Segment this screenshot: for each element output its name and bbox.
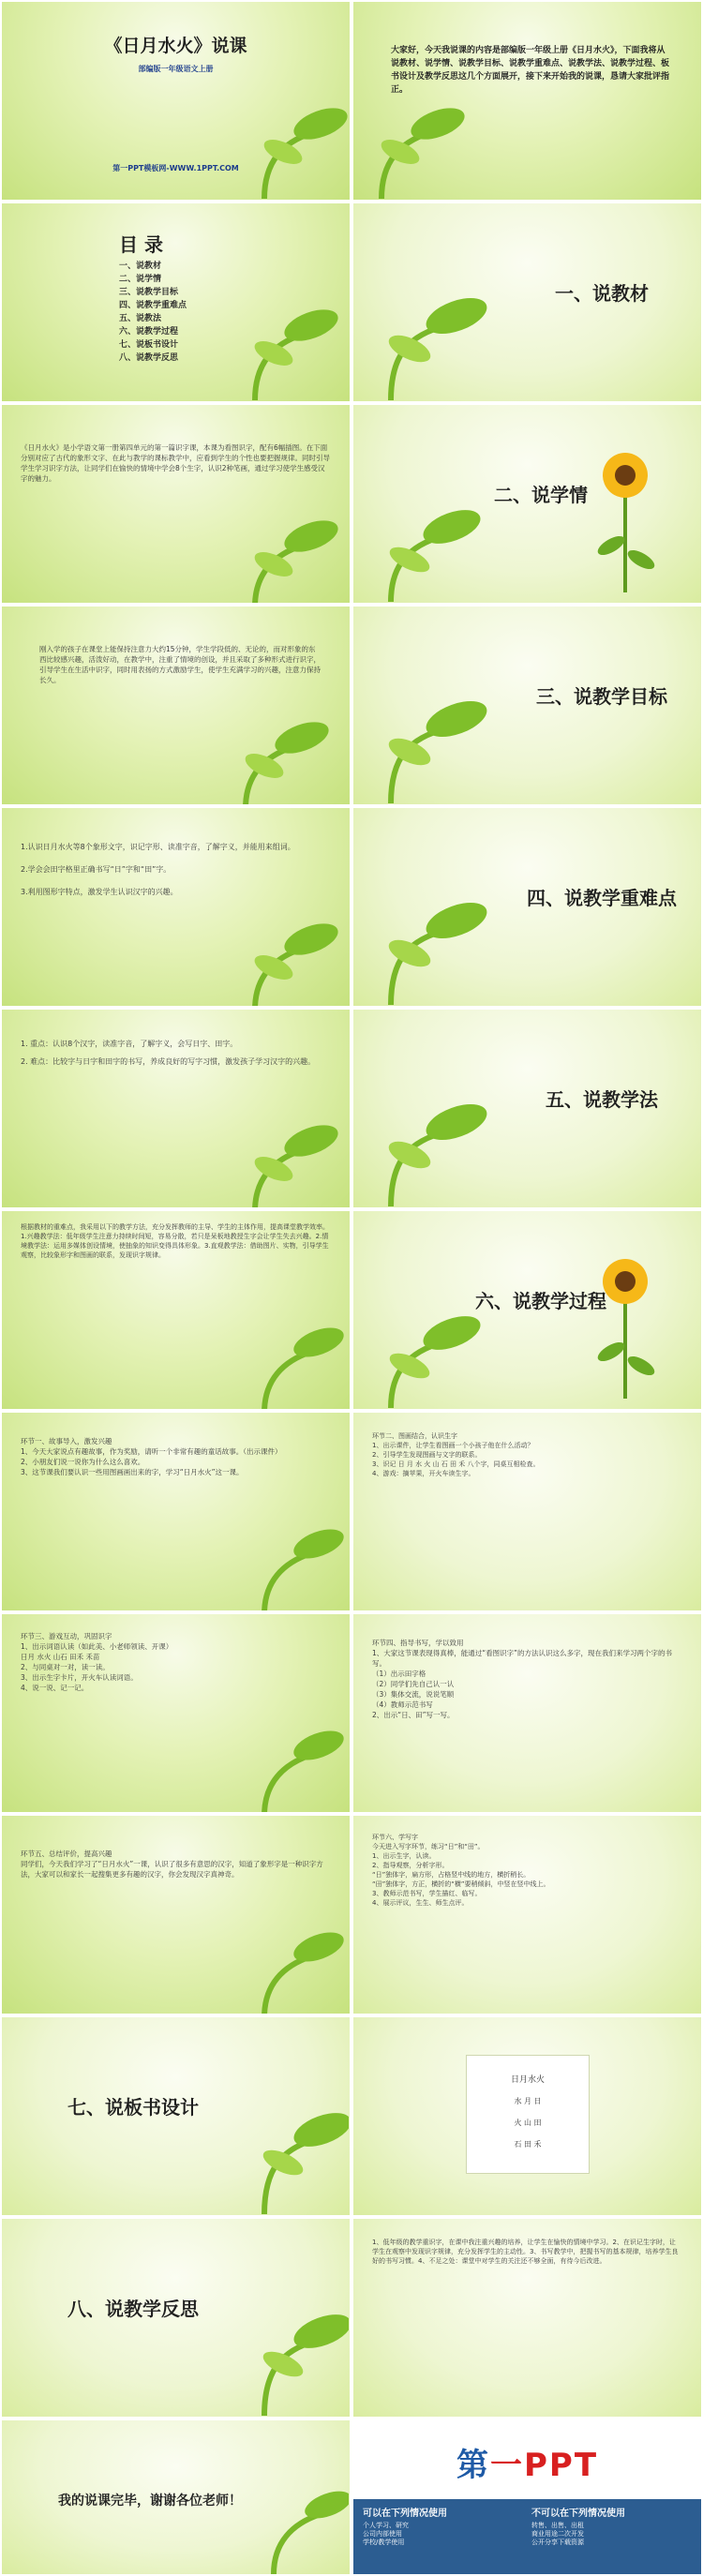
sprout-icon bbox=[208, 58, 349, 199]
slide-10-section[interactable] bbox=[353, 808, 701, 1006]
logo-rest: 一PPT bbox=[489, 2447, 599, 2484]
sprout-icon bbox=[353, 58, 485, 199]
toc-item[interactable]: 二、说学情 bbox=[119, 275, 162, 284]
allowed-item: 公司内部使用 bbox=[363, 2530, 402, 2538]
section-title: 三、说教学目标 bbox=[536, 685, 667, 708]
slide-body: 根据教材的重难点，我采用以下的教学方法，充分发挥教师的主导、学生的主体作用，提高课堂教学效率。1.兴趣教学法：低年级学生注意力持续时间短，容易分散，若只是呆板地教授生字会让学生失去兴趣。2.情境教学法：运用多媒体创设情境，使抽象的知识变得具体形象。3.直观教学法：借助图片、实物，引导学生观察，比较象形字和图画的联系，发现识字规律。 bbox=[21, 1223, 329, 1259]
slide-body: 刚入学的孩子在课堂上能保持注意力大约15分钟，学生学段低的、无论的，而对形象的东西比较感兴趣，活泼好动，在教学中，注重了情境的创设，并且采取了多种形式进行识字，引导学生在生活中识字，同时用表扬的方式激励学生，使学生充满学习的兴趣，注意力保持长久。 bbox=[39, 645, 321, 684]
license-band bbox=[353, 2499, 701, 2574]
slide-16-step2[interactable] bbox=[353, 1413, 701, 1610]
forbidden-title: 不可以在下列情况使用 bbox=[531, 2509, 625, 2519]
key-line: 1. 重点：认识8个汉字，读准字音，了解字义，会写日字、田字。 bbox=[21, 1040, 238, 1048]
slide-body: 大家好，今天我说课的内容是部编版一年级上册《日月水火》，下面我将从说教材、说学情、说教学目标、说教学重难点、说教学法、说教学过程、板书设计及教学反思这几个方面展开，接下来开始我的说课，恳请大家批评指正。 bbox=[391, 46, 670, 95]
slide-body: 环节六、学写字 今天进入写字环节，练习“日”和“田”。 1、出示生字，认读。 2、指导观察，分析字形。 “日”独体字，扁方形，占格竖中线的地方，横折稍长。 “田”独体字，方正，横折的“横”要稍倾斜，中竖在竖中线上。 3、教师示范书写，学生描红、临写。 4、展示评议，生生、师生点评。 bbox=[372, 1834, 550, 1907]
section-title: 一、说教材 bbox=[555, 282, 649, 305]
board-heading: 日月水火 bbox=[510, 2075, 545, 2085]
forbidden-column bbox=[531, 2505, 696, 2547]
toc-item[interactable]: 八、说教学反思 bbox=[119, 353, 179, 363]
board-design bbox=[466, 2055, 590, 2174]
toc-title: 目 录 bbox=[119, 233, 163, 256]
slide-4-section[interactable] bbox=[353, 203, 701, 401]
sunflower-icon bbox=[583, 1249, 667, 1399]
allowed-item: 个人学习、研究 bbox=[363, 2522, 409, 2529]
toc-item[interactable]: 七、说板书设计 bbox=[119, 340, 179, 350]
sprout-icon bbox=[208, 874, 349, 1006]
slide-body: 环节二、图画结合，认识生字 1、出示课件，让学生看图画一个小孩子他在什么活动？ 2、引导学生发现图画与文字的联系。 3、识记 日 月 水 火 山 石 田 禾 八个字，同桌互相检查。 4、游戏：摘苹果，开火车读生字。 bbox=[372, 1432, 540, 1477]
closing-text: 我的说课完毕，谢谢各位老师！ bbox=[58, 2494, 242, 2509]
board-row: 火 山 田 bbox=[514, 2119, 542, 2127]
sprout-icon bbox=[353, 846, 503, 1005]
slide-9-goals[interactable] bbox=[2, 808, 350, 1006]
sprout-icon bbox=[353, 644, 503, 803]
forbidden-item: 公开分享下载资源 bbox=[531, 2539, 584, 2546]
slide-body: 1、低年级的教学重识字，在课中我注重兴趣的培养，让学生在愉快的情境中学习。2、在识记生字时，让学生在观察中发现识字规律，充分发挥学生的主动性。3、书写教学中，把握书写的基本规律，培养学生良好的书写习惯。4、不足之处：课堂中对学生的关注还不够全面，有待今后改进。 bbox=[372, 2239, 679, 2265]
toc-item[interactable]: 三、说教学目标 bbox=[119, 288, 179, 297]
toc-list bbox=[119, 260, 187, 365]
slide-19-step5[interactable] bbox=[2, 1816, 350, 2014]
toc-item[interactable]: 四、说教学重难点 bbox=[119, 301, 187, 310]
sprout-icon bbox=[208, 260, 349, 400]
toc-item[interactable]: 一、说教材 bbox=[119, 262, 162, 271]
sprout-icon bbox=[208, 471, 349, 603]
sprout-icon bbox=[217, 1286, 349, 1409]
slide-6-section[interactable] bbox=[353, 405, 701, 603]
toc-item[interactable]: 六、说教学过程 bbox=[119, 327, 179, 337]
slide-7-body[interactable] bbox=[2, 607, 350, 804]
sprout-icon bbox=[353, 452, 494, 602]
slide-subtitle: 部编版一年级语文上册 bbox=[138, 65, 214, 73]
forbidden-item: 商业用途二次开发 bbox=[531, 2530, 584, 2538]
toc-item[interactable]: 五、说教法 bbox=[119, 314, 162, 323]
section-title: 二、说学情 bbox=[494, 484, 588, 506]
slide-12-section[interactable] bbox=[353, 1010, 701, 1207]
goal-line: 3.利用图形字特点，激发学生认识汉字的兴趣。 bbox=[21, 888, 178, 896]
sprout-icon bbox=[353, 1258, 494, 1408]
sprout-icon bbox=[199, 672, 349, 804]
slide-2-intro[interactable] bbox=[353, 2, 701, 200]
slide-5-body[interactable] bbox=[2, 405, 350, 603]
sprout-icon bbox=[353, 241, 503, 400]
goal-line: 1.认识日月水火等8个象形文字，识记字形、读准字音，了解字义，并能用来组词。 bbox=[21, 843, 295, 851]
section-title: 五、说教学法 bbox=[546, 1088, 658, 1111]
slide-body: 《日月水火》是小学语文第一册第四单元的第一篇识字课，本课为看图识字，配有6幅插图。在下面分别对应了古代的象形文字、在此与教学的课标教学中，应看到学生的个性也要把握规律。同时引导学生学习识字方法，让同学们在愉快的情境中学会8个生字，认识2种笔画，通过学习使学生感受汉字的魅力。 bbox=[21, 443, 330, 483]
slide-15-step1[interactable] bbox=[2, 1413, 350, 1610]
slide-14-section[interactable] bbox=[353, 1211, 701, 1409]
brand-logo bbox=[353, 2439, 701, 2485]
sprout-icon bbox=[353, 1047, 503, 1206]
section-title: 四、说教学重难点 bbox=[527, 887, 677, 909]
allowed-column bbox=[363, 2505, 527, 2547]
sprout-icon bbox=[208, 1075, 349, 1207]
sprout-icon bbox=[227, 2449, 349, 2574]
slide-3-toc[interactable] bbox=[2, 203, 350, 401]
goal-line: 2.学会会田字格里正确书写“日”字和“田”字。 bbox=[21, 865, 172, 874]
slide-21-section[interactable] bbox=[2, 2017, 350, 2215]
slide-body bbox=[21, 1038, 321, 1071]
sprout-icon bbox=[208, 2055, 349, 2214]
board-row: 水 月 日 bbox=[514, 2097, 542, 2105]
slide-footer: 第一PPT模板网-WWW.1PPT.COM bbox=[112, 164, 239, 172]
key-line: 2. 难点：比较字与日字和田字的书写，养成良好的写字习惯，激发孩子学习汉字的兴趣。 bbox=[21, 1057, 316, 1066]
slide-22-board[interactable] bbox=[353, 2017, 701, 2215]
slide-26-license[interactable] bbox=[353, 2420, 701, 2574]
sunflower-icon bbox=[583, 442, 667, 592]
slide-body: 环节四、指导书写，学以致用 1、大家这节课表现得真棒，能通过“看图识字”的方法认识这么多字，现在我们来学习两个字的书写。 （1）出示田字格 （2）同学们先自己认一认 （3）集体交流，说说笔顺 （4）教师示范书写 2、出示“日、田”写一写。 bbox=[372, 1639, 673, 1719]
slide-20-step6[interactable] bbox=[353, 1816, 701, 2014]
section-title: 七、说板书设计 bbox=[67, 2096, 199, 2119]
slide-18-step4[interactable] bbox=[353, 1614, 701, 1812]
slide-11-keypoints[interactable] bbox=[2, 1010, 350, 1207]
section-title: 六、说教学过程 bbox=[475, 1290, 606, 1312]
logo-first: 第 bbox=[456, 2447, 490, 2484]
slide-body: 环节一、故事导入，激发兴趣 1、今天大家说点有趣故事，作为奖励，请听一个非常有趣的童话故事。（出示课件） 2、小朋友们说一说你为什么这么喜欢。 3、这节课我们要认识一些用图画画出来的字，学习“日月水火”这一课。 bbox=[21, 1437, 282, 1476]
forbidden-item: 转售、出售、出租 bbox=[531, 2522, 584, 2529]
slide-23-section[interactable] bbox=[2, 2219, 350, 2417]
allowed-title: 可以在下列情况使用 bbox=[363, 2509, 447, 2519]
allowed-item: 学校/教学使用 bbox=[363, 2539, 405, 2546]
slide-13-method[interactable] bbox=[2, 1211, 350, 1409]
slide-title: 《日月水火》说课 bbox=[104, 36, 247, 56]
sprout-icon bbox=[217, 1689, 349, 1812]
slide-body: 环节五、总结评价，提高兴趣 同学们，今天我们学习了“日月水火”一课，认识了很多有意思的汉字，知道了象形字是一种识字方法，大家可以和家长一起搜集更多有趣的汉字，你会发现汉字真神奇。 bbox=[21, 1850, 323, 1879]
slide-8-section[interactable] bbox=[353, 607, 701, 804]
sprout-icon bbox=[217, 1488, 349, 1610]
sprout-icon bbox=[217, 1891, 349, 2014]
board-row: 石 田 禾 bbox=[514, 2140, 542, 2149]
slide-17-step3[interactable] bbox=[2, 1614, 350, 1812]
section-title: 八、说教学反思 bbox=[67, 2298, 199, 2320]
slide-25-ending[interactable] bbox=[2, 2420, 350, 2574]
sprout-icon bbox=[208, 2256, 349, 2416]
slide-24-reflection[interactable] bbox=[353, 2219, 701, 2417]
slide-body: 环节三、游戏互动，巩固识字 1、出示词语认读（如此美、小老师领读、开课） 日月 水火 山石 田禾 禾苗 2、与同桌对一对，读一读。 3、出示生字卡片，开火车认读词语。 4、说一说、记一记。 bbox=[21, 1632, 173, 1692]
slide-1-cover[interactable] bbox=[2, 2, 350, 200]
